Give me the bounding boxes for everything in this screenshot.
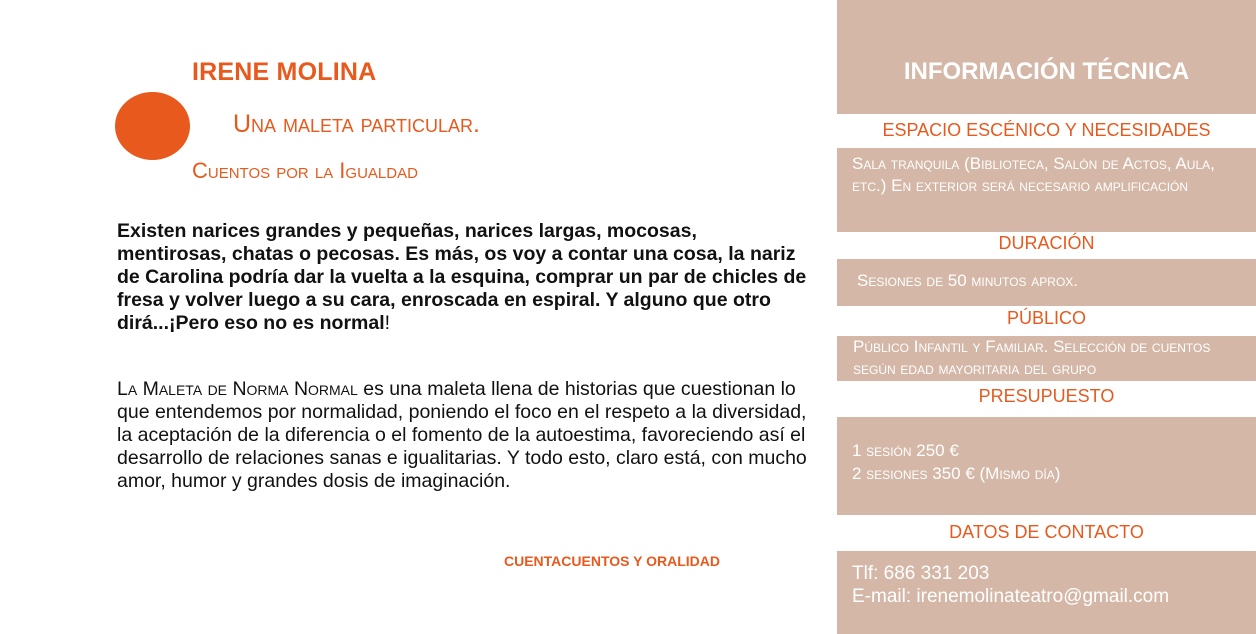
budget-heading: PRESUPUESTO [978,386,1115,406]
intro-end: ! [384,312,391,334]
budget-line-2: 2 sesiones 350 € (Mismo día) [852,464,1061,483]
orange-circle-decoration [115,92,190,160]
space-text: Sala tranquila (Biblioteca, Salón de Actos, Aula, etc.) En exterior será necesario amplificación [852,154,1215,195]
duration-text: Sesiones de 50 minutos aprox. [857,271,1079,290]
duration-band [837,259,1256,306]
sidebar-title-band [837,0,1256,114]
contact-band [837,551,1256,634]
budget-band [837,417,1256,515]
description-show-name: La Maleta de Norma Normal [117,378,358,400]
audience-heading: PÚBLICO [1006,308,1087,328]
space-band [837,148,1256,232]
contact-email: E-mail: irenemolinateatro@gmail.com [852,586,1170,607]
description-paragraph [117,378,807,493]
duration-heading: DURACIÓN [998,233,1095,253]
audience-band [837,336,1256,381]
intro-paragraph [117,220,807,335]
contact-phone: Tlf: 686 331 203 [852,563,990,584]
genre-tag: CUENTACUENTOS Y ORALIDAD [504,553,720,569]
show-title: Una maleta particular. [233,110,480,138]
audience-text: Público Infantil y Familiar. Selección de cuentos según edad mayoritaria del grupo [853,337,1211,378]
sidebar-title: INFORMACIÓN TÉCNICA [903,58,1190,85]
space-heading: ESPACIO ESCÉNICO Y NECESIDADES [882,120,1211,140]
technical-info-sidebar [837,0,1256,634]
contact-heading: DATOS DE CONTACTO [949,522,1144,542]
budget-line-1: 1 sesión 250 € [852,441,959,460]
intro-text: Existen narices grandes y pequeñas, narices largas, mocosas, mentirosas, chatas o pecosas. Es más, os voy a contar una cosa, la nariz de Carolina podría dar la vuelta a la esquina, comprar un par de chicles de fresa y volver luego a su cara, enroscada en espiral. Y alguno que otro dirá...¡Pero eso no es normal [117,220,807,334]
author-name: IRENE MOLINA [192,58,377,86]
series-title: Cuentos por la Igualdad [192,158,418,183]
description-text: es una maleta llena de historias que cuestionan lo que entendemos por normalidad, poniendo el foco en el respeto a la diversidad, la aceptación de la diferencia o el fomento de la autoestima, favoreciendo así el desarrollo de relaciones sanas e igualitarias. Y todo esto, claro está, con mucho amor, humor y grandes dosis de imaginación. [117,378,807,492]
